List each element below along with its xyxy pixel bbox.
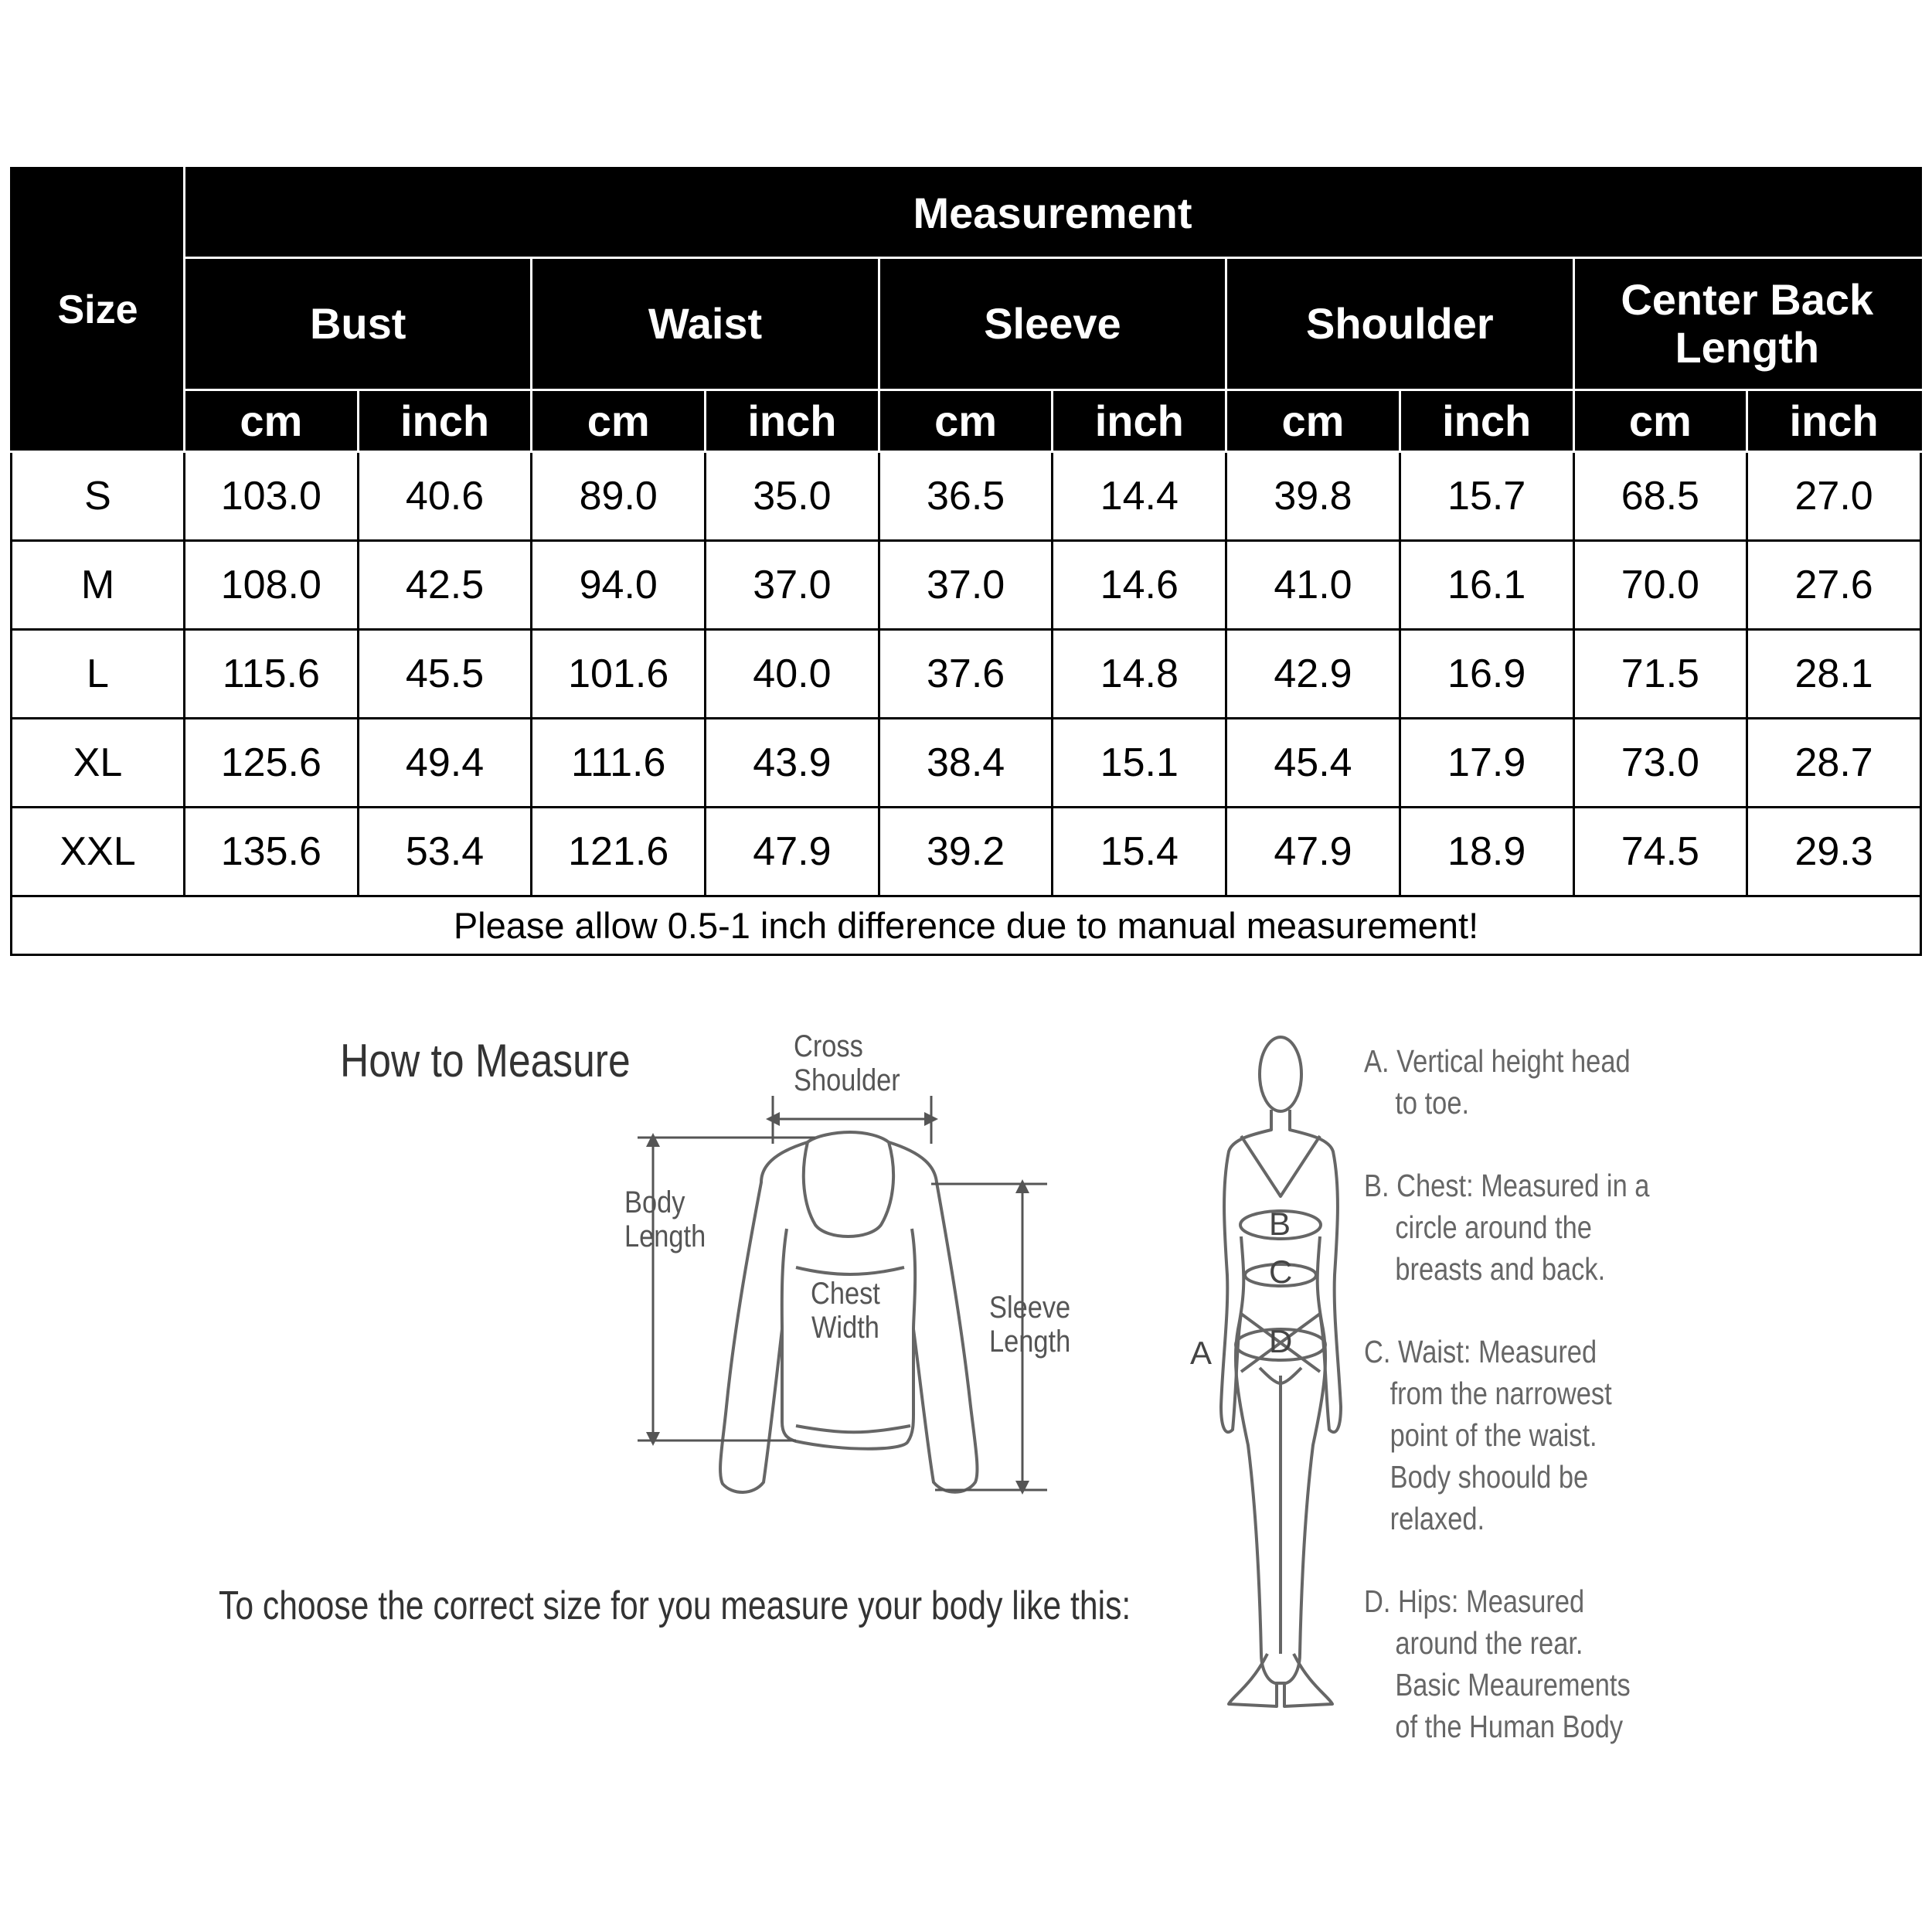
measurement-cell: 53.4 <box>358 808 532 896</box>
measurement-cell: 17.9 <box>1400 719 1573 808</box>
size-column-header: Size <box>12 168 185 452</box>
measurement-cell: 49.4 <box>358 719 532 808</box>
measurement-cell: 15.7 <box>1400 452 1573 541</box>
measurement-cell: 115.6 <box>185 630 359 719</box>
body-length-line-2: Length <box>624 1219 706 1253</box>
measurement-cell: 135.6 <box>185 808 359 896</box>
measurement-cell: 71.5 <box>1573 630 1747 719</box>
definition-d-line-1: D. Hips: Measured <box>1364 1583 1585 1619</box>
human-body-outline-icon <box>1221 1037 1341 1706</box>
figure-letter-a: A <box>1190 1335 1213 1371</box>
definition-d-line-4: of the Human Body <box>1395 1709 1624 1744</box>
measurement-cell: 47.9 <box>706 808 879 896</box>
definition-c-line-3: point of the waist. <box>1389 1417 1597 1453</box>
sleeve-length-arrow-icon <box>931 1184 1047 1490</box>
unit-header: cm <box>532 390 706 452</box>
definition-c-line-1: C. Waist: Measured <box>1364 1334 1597 1369</box>
measurement-cell: 15.1 <box>1053 719 1226 808</box>
measurement-cell: 14.4 <box>1053 452 1226 541</box>
definition-d <box>1364 1580 1631 1747</box>
definition-c-line-5: relaxed. <box>1389 1501 1485 1536</box>
measurement-cell: 41.0 <box>1226 541 1400 630</box>
unit-header: cm <box>1226 390 1400 452</box>
unit-header: cm <box>879 390 1053 452</box>
measurement-cell: 15.4 <box>1053 808 1226 896</box>
measurement-cell: 42.9 <box>1226 630 1400 719</box>
measurement-cell: 16.9 <box>1400 630 1573 719</box>
measurement-cell: 37.6 <box>879 630 1053 719</box>
measurement-cell: 121.6 <box>532 808 706 896</box>
measurement-cell: 43.9 <box>706 719 879 808</box>
measurement-cell: 101.6 <box>532 630 706 719</box>
group-header-sleeve: Sleeve <box>879 258 1226 390</box>
unit-header: inch <box>1053 390 1226 452</box>
figure-letter-d: D <box>1269 1323 1293 1359</box>
definition-c-line-4: Body shoould be <box>1389 1459 1589 1495</box>
group-header-shoulder: Shoulder <box>1226 258 1573 390</box>
measurement-cell: 47.9 <box>1226 808 1400 896</box>
measurement-cell: 39.8 <box>1226 452 1400 541</box>
measurement-cell: 39.2 <box>879 808 1053 896</box>
measurement-cell: 70.0 <box>1573 541 1747 630</box>
measurement-cell: 42.5 <box>358 541 532 630</box>
figure-letter-c: C <box>1269 1253 1293 1290</box>
measurement-cell: 73.0 <box>1573 719 1747 808</box>
definition-a <box>1364 1040 1631 1124</box>
size-cell: L <box>12 630 185 719</box>
definition-b-line-3: breasts and back. <box>1395 1251 1606 1287</box>
definition-b-line-2: circle around the <box>1395 1209 1592 1245</box>
center-back-line-2: Length <box>1675 323 1820 372</box>
measurement-cell: 45.5 <box>358 630 532 719</box>
unit-header: inch <box>706 390 879 452</box>
measurement-cell: 108.0 <box>185 541 359 630</box>
measurement-note: Please allow 0.5-1 inch difference due to manual measurement! <box>12 896 1921 955</box>
chest-width-line-1: Chest <box>811 1277 880 1311</box>
unit-header: cm <box>185 390 359 452</box>
measurement-cell: 94.0 <box>532 541 706 630</box>
measurement-cell: 125.6 <box>185 719 359 808</box>
measurement-cell: 28.7 <box>1747 719 1921 808</box>
size-cell: M <box>12 541 185 630</box>
measurement-cell: 16.1 <box>1400 541 1573 630</box>
cross-shoulder-line-1: Cross <box>794 1029 863 1063</box>
measurement-cell: 27.0 <box>1747 452 1921 541</box>
measurement-cell: 14.6 <box>1053 541 1226 630</box>
definition-c <box>1364 1331 1612 1539</box>
measurement-cell: 74.5 <box>1573 808 1747 896</box>
definition-d-line-2: around the rear. <box>1395 1625 1583 1661</box>
measurement-cell: 28.1 <box>1747 630 1921 719</box>
measurement-cell: 37.0 <box>706 541 879 630</box>
measurement-cell: 89.0 <box>532 452 706 541</box>
measurement-cell: 18.9 <box>1400 808 1573 896</box>
measurement-header: Measurement <box>185 168 1921 258</box>
measurement-cell: 36.5 <box>879 452 1053 541</box>
measurement-cell: 38.4 <box>879 719 1053 808</box>
measurement-cell: 14.8 <box>1053 630 1226 719</box>
measurement-cell: 35.0 <box>706 452 879 541</box>
how-to-measure-title: How to Measure <box>340 1035 631 1087</box>
sleeve-length-line-1: Sleeve <box>989 1291 1071 1325</box>
measurement-cell: 29.3 <box>1747 808 1921 896</box>
size-cell: XL <box>12 719 185 808</box>
measurement-cell: 111.6 <box>532 719 706 808</box>
definition-a-line-1: A. Vertical height head <box>1364 1043 1631 1079</box>
unit-header: inch <box>1747 390 1921 452</box>
definition-c-line-2: from the narrowest <box>1389 1376 1612 1411</box>
chest-width-line-2: Width <box>811 1311 879 1345</box>
group-header-bust: Bust <box>185 258 532 390</box>
group-header-waist: Waist <box>532 258 879 390</box>
size-cell: S <box>12 452 185 541</box>
figure-letter-b: B <box>1269 1206 1291 1242</box>
unit-header: inch <box>1400 390 1573 452</box>
size-cell: XXL <box>12 808 185 896</box>
measure-instruction: To choose the correct size for you measure your body like this: <box>219 1583 1131 1628</box>
unit-header: inch <box>358 390 532 452</box>
measurement-cell: 103.0 <box>185 452 359 541</box>
measurement-cell: 37.0 <box>879 541 1053 630</box>
definition-d-line-3: Basic Meaurements <box>1395 1667 1631 1702</box>
measurement-cell: 45.4 <box>1226 719 1400 808</box>
definition-a-line-2: to toe. <box>1395 1085 1470 1121</box>
measurement-cell: 40.0 <box>706 630 879 719</box>
body-length-line-1: Body <box>624 1185 685 1219</box>
sleeve-length-line-2: Length <box>989 1325 1071 1359</box>
definition-b-line-1: B. Chest: Measured in a <box>1364 1168 1650 1203</box>
measurement-cell: 27.6 <box>1747 541 1921 630</box>
center-back-line-1: Center Back <box>1621 275 1874 324</box>
definition-b <box>1364 1165 1649 1290</box>
unit-header: cm <box>1573 390 1747 452</box>
cross-shoulder-line-2: Shoulder <box>794 1063 900 1097</box>
shirt-outline-icon <box>720 1132 977 1492</box>
measurement-cell: 40.6 <box>358 452 532 541</box>
measurement-cell: 68.5 <box>1573 452 1747 541</box>
